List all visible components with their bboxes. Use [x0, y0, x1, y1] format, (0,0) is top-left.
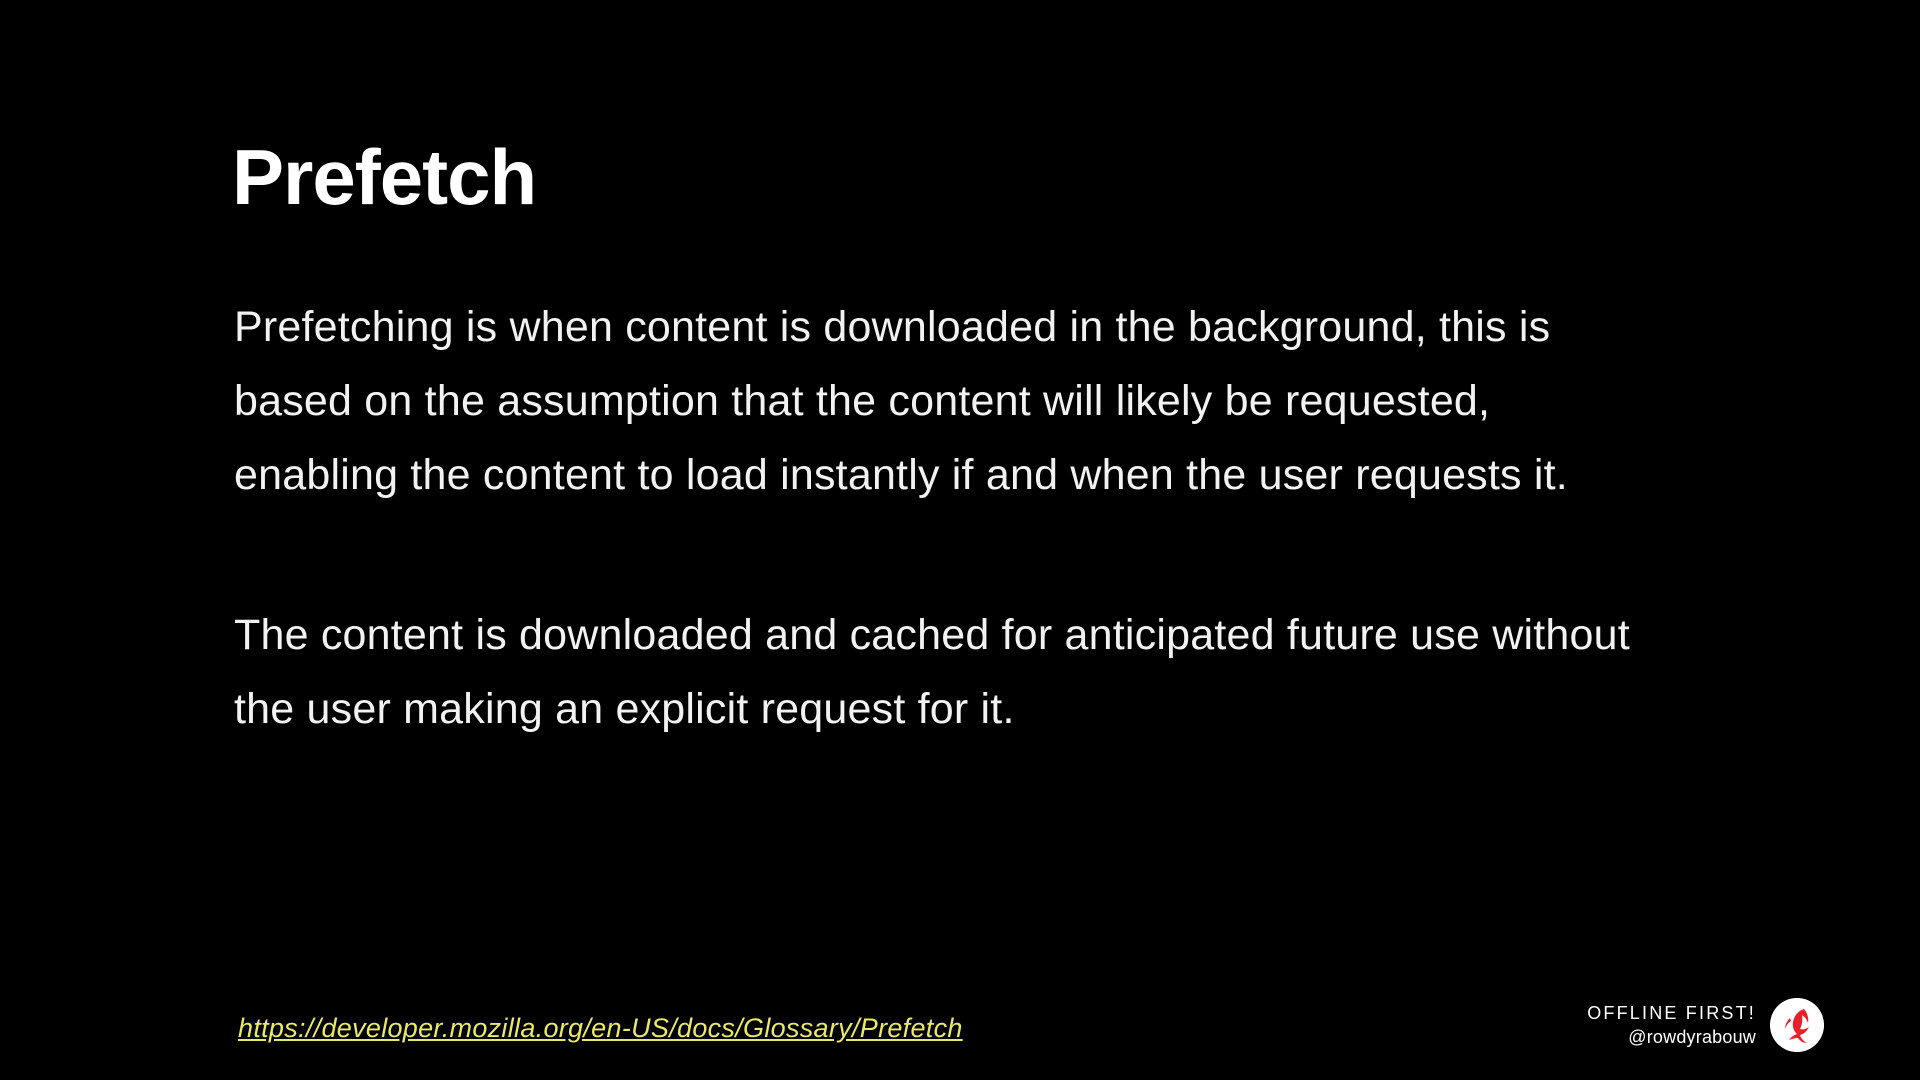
author-handle: @rowdyrabouw	[1628, 1027, 1756, 1047]
slide-title: Prefetch	[232, 133, 537, 222]
paragraph-1: Prefetching is when content is downloaded in the background, this is based on the assumption that the content will likely be requested, enabling the content to load instantly if and when the user requests it.	[234, 303, 1568, 499]
brand-text-group	[1587, 1001, 1756, 1050]
dinosaur-logo-icon	[1770, 998, 1824, 1052]
brand-title: OFFLINE FIRST!	[1587, 1002, 1756, 1023]
paragraph-2: The content is downloaded and cached for anticipated future use without the user making an explicit request for it.	[234, 610, 1630, 733]
slide-body	[234, 248, 1634, 790]
source-link[interactable]: https://developer.mozilla.org/en-US/docs/Glossary/Prefetch	[238, 1013, 963, 1043]
footer-branding	[1587, 998, 1824, 1052]
